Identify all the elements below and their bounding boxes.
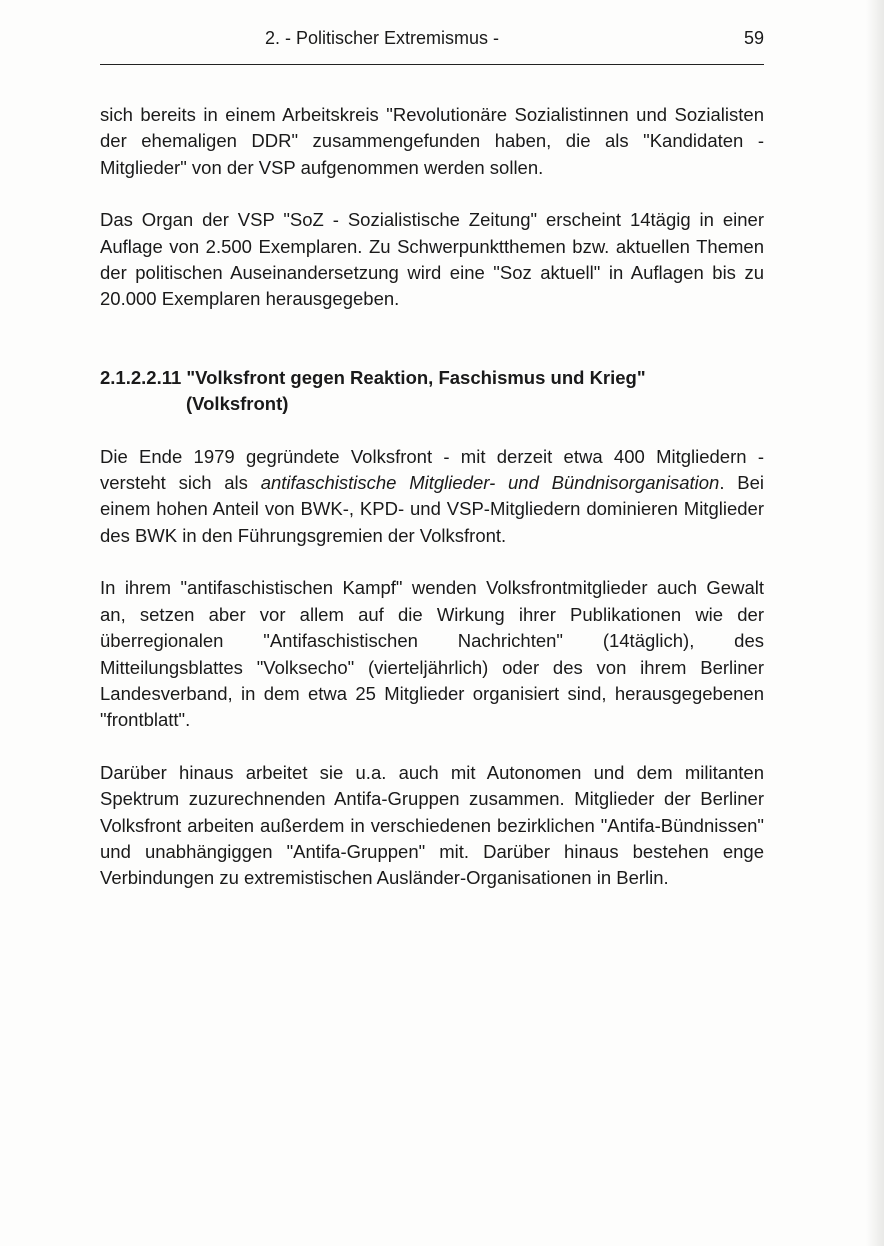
paragraph-1: sich bereits in einem Arbeitskreis "Revolutionäre Sozialistinnen und Sozialisten der ehemaligen DDR" zusammengefunden haben, die als "Kandidaten - Mitglieder" von der VSP aufgenommen werden sollen. [100,104,764,178]
page-edge-shadow [866,0,884,1246]
paragraph-3-part-b: . Bei einem hohen Anteil von BWK-, KPD- und VSP-Mitgliedern dominieren Mitglieder des BWK in den Führungsgremien der Volksfront. [100,472,764,546]
section-heading-subtitle: (Volksfront) [186,393,289,415]
body-text [100,102,764,918]
header-rule [100,64,764,65]
paragraph-2: Das Organ der VSP "SoZ - Sozialistische Zeitung" erscheint 14tägig in einer Auflage von 2.500 Exemplaren. Zu Schwerpunktthemen bzw. aktuellen Themen der politischen Auseinandersetzung wird eine "Soz aktuell" in Auflagen bis zu 20.000 Exemplaren herausgegeben. [100,209,764,310]
section-heading [100,365,764,418]
paragraph-5: Darüber hinaus arbeitet sie u.a. auch mit Autonomen und dem militanten Spektrum zuzurechnenden Antifa-Gruppen zusammen. Mitglieder der Berliner Volksfront arbeiten außerdem in verschiedenen bezirklichen "Antifa-Bündnissen" und unabhängiggen "Antifa-Gruppen" mit. Darüber hinaus bestehen enge Verbindungen zu extremistischen Ausländer-Organisationen in Berlin. [100,761,764,889]
paragraph-3-italic: antifaschistische Mitglieder- und Bündnisorganisation [260,472,720,494]
section-heading-title: 2.1.2.2.11 "Volksfront gegen Reaktion, Faschismus und Krieg" [100,366,646,388]
page-header [100,24,764,52]
page-number: 59 [743,28,764,48]
paragraph-3 [100,444,764,550]
header-title: 2. - Politischer Extremismus - [264,28,500,48]
paragraph-4: In ihrem "antifaschistischen Kampf" wenden Volksfrontmitglieder auch Gewalt an, setzen aber vor allem auf die Wirkung ihrer Publikationen wie der überregionalen "Antifaschistischen Nachrichten" (14täglich), des Mitteilungsblattes "Volksecho" (vierteljährlich) oder des von ihrem Berliner Landesverband, in dem etwa 25 Mitglieder organisiert sind, herausgegebenen "frontblatt". [100,577,764,731]
paragraph-3-part-a: Die Ende 1979 gegründete Volksfront - mit derzeit etwa 400 Mitgliedern - versteht sich als [100,445,764,494]
